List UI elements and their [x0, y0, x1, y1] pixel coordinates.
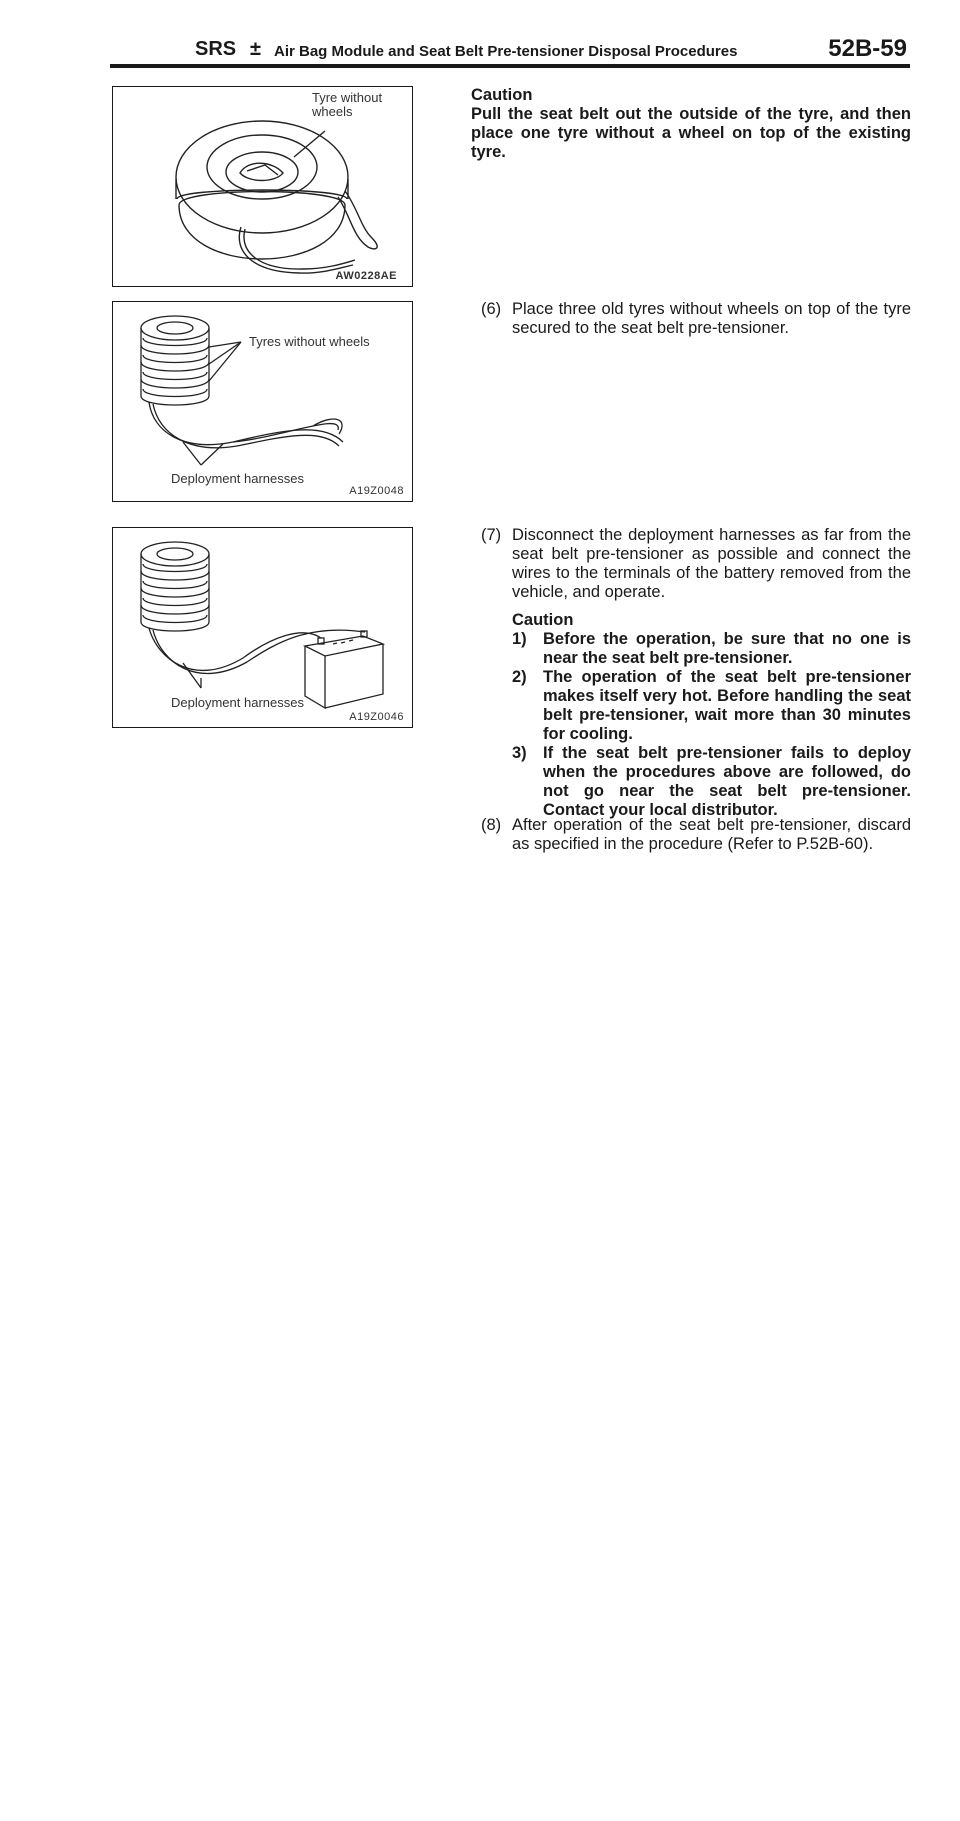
item-number: 1) [512, 630, 527, 648]
chapter-code: SRS [195, 38, 237, 60]
step-text: Disconnect the deployment harnesses as far from the seat belt pre-tensioner as possible and connect the wires to the terminals of the battery removed from the vehicle, and operate. [512, 526, 911, 601]
step-6 [481, 300, 911, 338]
caution-heading: Caution [471, 86, 533, 104]
step-number: (7) [481, 526, 502, 544]
figure-code: A19Z0048 [349, 485, 404, 497]
item-number: 3) [512, 744, 527, 762]
figure-tyres-and-battery [112, 527, 413, 728]
section-title: Air Bag Module and Seat Belt Pre-tensioner Disposal Procedures [274, 43, 738, 60]
caution-block-1 [471, 86, 911, 162]
header-rule [110, 64, 910, 68]
item-text: If the seat belt pre-tensioner fails to deploy when the procedures above are followed, do not go near the seat belt pre-tensioner. Contact your local distributor. [543, 744, 911, 819]
figure-tyre-without-wheels [112, 86, 413, 287]
caution-text: Pull the seat belt out the outside of the tyre, and then place one tyre without a wheel on top of the existing tyre. [471, 105, 911, 161]
figure-code: A19Z0046 [349, 711, 404, 723]
figure-label-deployment-harnesses: Deployment harnesses [171, 471, 304, 486]
caution-heading: Caution [512, 611, 574, 629]
figure-label-tyres-without-wheels: Tyres without wheels [249, 334, 370, 349]
label-line-2: wheels [312, 104, 353, 119]
caution-list [512, 630, 911, 820]
caution-block-2 [512, 611, 911, 820]
step-text: Place three old tyres without wheels on top of the tyre secured to the seat belt pre-tensioner. [512, 300, 911, 337]
page-header [0, 34, 960, 64]
figure-label-deployment-harnesses: Deployment harnesses [171, 695, 304, 710]
caution-item [512, 630, 911, 668]
page-number: 52B-59 [828, 35, 907, 62]
step-7 [481, 526, 911, 820]
header-separator: ± [250, 38, 261, 60]
figure-stacked-tyres [112, 301, 413, 502]
step-8 [481, 816, 911, 854]
item-text: Before the operation, be sure that no one is near the seat belt pre-tensioner. [543, 630, 911, 667]
caution-item [512, 744, 911, 820]
step-text: After operation of the seat belt pre-tensioner, discard as specified in the procedure (Refer to P.52B-60). [512, 816, 911, 853]
step-number: (6) [481, 300, 502, 318]
caution-item [512, 668, 911, 744]
item-text: The operation of the seat belt pre-tensioner makes itself very hot. Before handling the seat belt pre-tensioner, wait more than 30 minutes for cooling. [543, 668, 911, 743]
figure-code: AW0228AE [335, 270, 397, 282]
label-line-1: Tyre without [312, 90, 383, 105]
item-number: 2) [512, 668, 527, 686]
figure-label-tyre-without-wheels [312, 91, 404, 119]
step-number: (8) [481, 816, 502, 834]
